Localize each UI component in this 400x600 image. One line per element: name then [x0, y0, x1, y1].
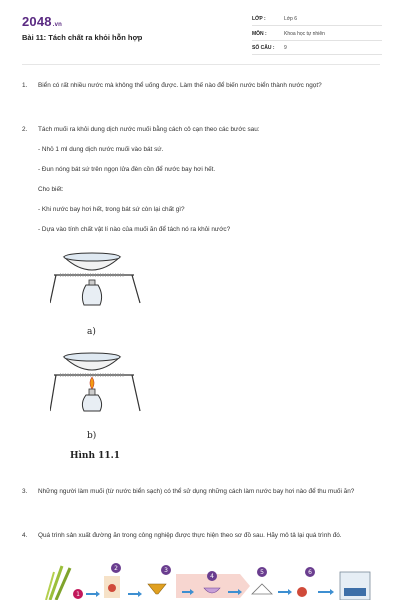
figure-label-b: b) — [87, 431, 97, 441]
process-diagram-illustration — [40, 562, 380, 600]
meta-class-row — [252, 14, 382, 26]
q2-ask-1: - Khi nước bay hơi hết, trong bát sứ còn lại chất gì? — [38, 206, 185, 213]
meta-class-key: LỚP : — [252, 16, 266, 22]
step-4-badge-text: 4 — [210, 573, 214, 580]
meta-class-value: Lớp 6 — [284, 16, 298, 22]
question-number: 4. — [22, 532, 28, 539]
q2-step-2: - Đun nóng bát sứ trên ngọn lửa đèn cồn để nước bay hơi hết. — [38, 166, 216, 173]
step-2-badge-text: 2 — [114, 565, 118, 572]
figure-caption: Hình 11.1 — [70, 451, 121, 461]
meta-count-row — [252, 43, 382, 55]
header-divider — [22, 64, 380, 65]
question-text: Tách muối ra khỏi dung dịch nước muối bằng cách cô cạn theo các bước sau: — [38, 126, 260, 133]
question-number: 2. — [22, 126, 28, 133]
meta-subject-row — [252, 29, 382, 41]
question-text: Những người làm muối (từ nước biển sạch) có thể sử dụng những cách làm nước bay hơi nào để thu muối ăn? — [38, 488, 355, 495]
logo-suffix: .vn — [52, 22, 63, 28]
logo-text: 2048 — [22, 14, 52, 29]
sugar-process-diagram — [40, 562, 380, 600]
page-header — [0, 0, 400, 64]
q2-step-1: - Nhỏ 1 ml dung dịch nước muối vào bát sứ. — [38, 146, 164, 153]
step-3-badge-text: 3 — [164, 567, 168, 574]
meta-count-value: 9 — [284, 45, 287, 51]
q2-ask-2: - Dựa vào tính chất vật lí nào của muối ăn để tách nó ra khỏi nước? — [38, 226, 231, 233]
meta-subject-value: Khoa học tự nhiên — [284, 31, 325, 37]
evaporation-apparatus-illustration — [50, 243, 150, 463]
step-5-badge-text: 5 — [260, 569, 264, 576]
figure-label-a: a) — [87, 327, 96, 337]
question-number: 1. — [22, 82, 28, 89]
question-text: Biển có rất nhiều nước mà không thể uống được. Làm thế nào để biến nước biển thành nước ngọt? — [38, 82, 322, 89]
question-text: Quá trình sản xuất đường ăn trong công nghiệp được thực hiện theo sơ đồ sau. Hãy mô tả lại quá trình đó. — [38, 532, 342, 539]
meta-count-key: SỐ CÂU : — [252, 45, 275, 51]
lesson-title: Bài 11: Tách chất ra khỏi hỗn hợp — [22, 33, 143, 42]
figure-evaporation — [50, 243, 150, 463]
site-logo[interactable] — [22, 14, 62, 29]
question-number: 3. — [22, 488, 28, 495]
step-1-badge-text: 1 — [76, 591, 80, 598]
q2-given-label: Cho biết: — [38, 186, 64, 193]
meta-subject-key: MÔN : — [252, 31, 267, 37]
step-6-badge-text: 6 — [308, 569, 312, 576]
